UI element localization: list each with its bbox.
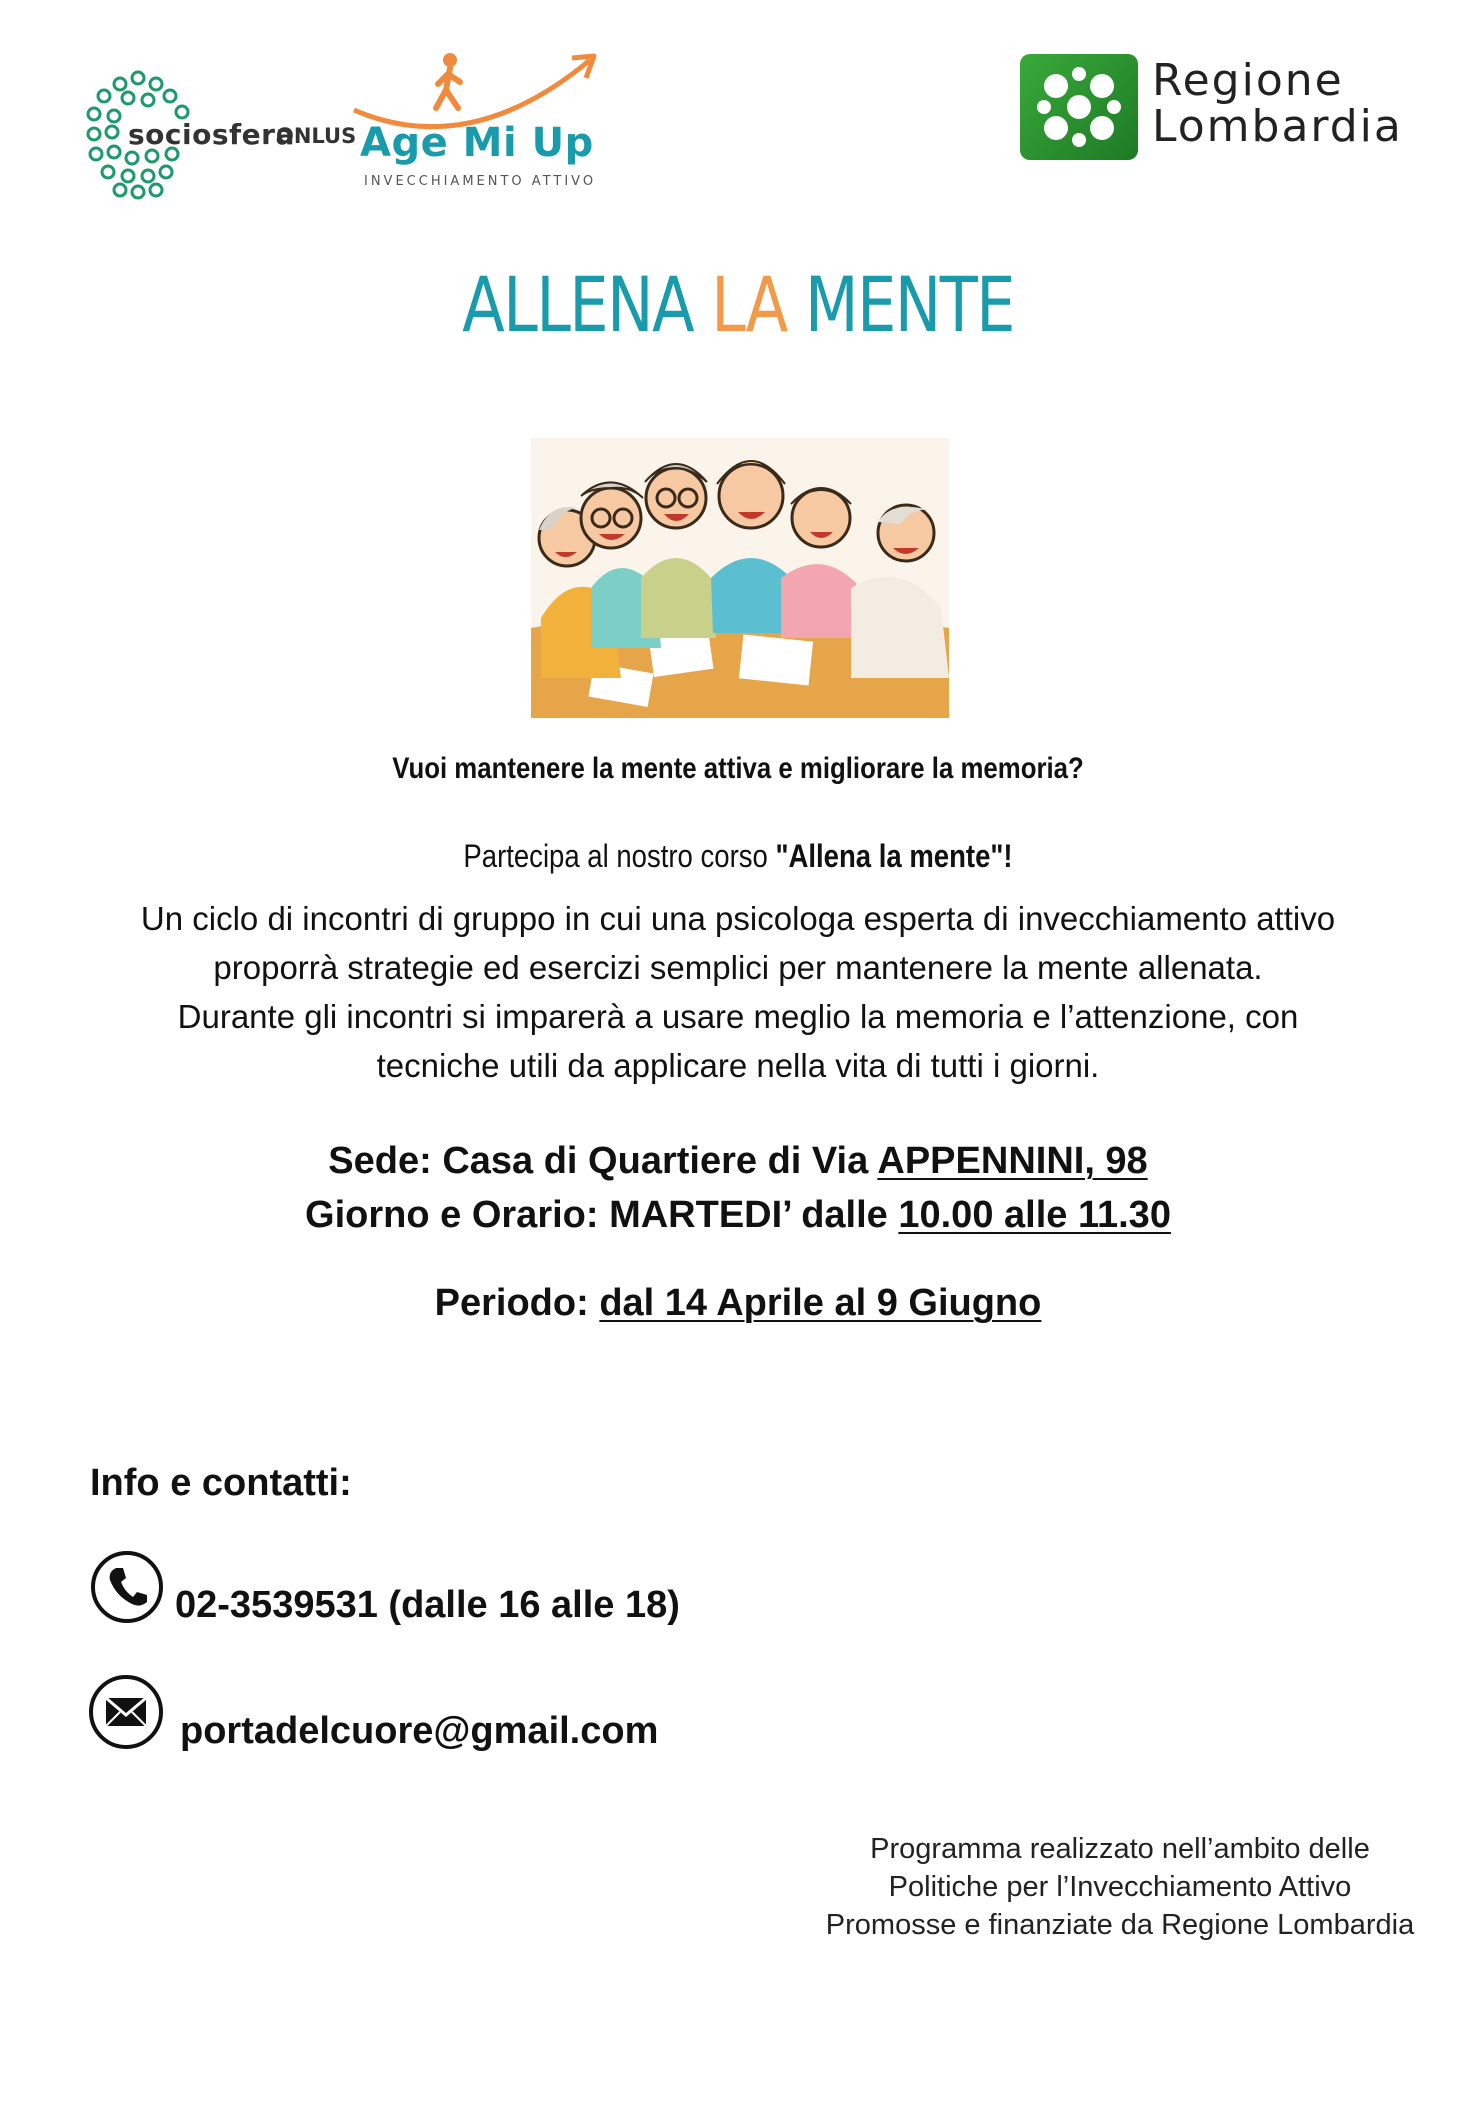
sociosfera-logo [86,70,356,200]
schedule-line [0,1194,1476,1237]
regione-wordmark [1152,55,1403,152]
page-title [133,260,1343,349]
phone-icon [90,1550,164,1624]
contacts-heading: Info e contatti: [90,1462,352,1504]
footer-line: Promosse e finanziate da Regione Lombardia [825,1909,1415,1941]
venue-value: APPENNINI, 98 [877,1140,1148,1182]
description-line: tecniche utili da applicare nella vita di tutti i giorni. [376,1047,1100,1084]
age-word: Age [360,120,463,166]
up-word: Up [517,120,594,166]
description-line: Durante gli incontri si imparerà a usare meglio la memoria e l’attenzione, con [177,998,1299,1035]
period-label: Periodo: [434,1282,600,1324]
period-value: dal 14 Aprile al 9 Giugno [599,1282,1042,1324]
envelope-icon [88,1674,164,1750]
phone-number[interactable]: 02-3539531 (dalle 16 alle 18) [175,1584,680,1626]
sociosfera-wordmark: sociosfera [128,118,295,151]
footer-note [780,1830,1460,1944]
course-name: "Allena la mente"! [775,838,1013,874]
intro-question: Vuoi mantenere la mente attiva e migliorare la memoria? [392,752,1084,785]
regione-word: Regione [1152,55,1344,106]
title-mente: MENTE [786,260,1014,349]
title-la: LA [711,260,787,349]
age-mi-up-wordmark [360,120,594,166]
walking-person-arrow-icon [350,50,610,130]
footer-line: Politiche per l’Invecchiamento Attivo [888,1871,1352,1903]
regione-rosa-camuna-icon [1020,54,1138,160]
invitation-text: Partecipa al nostro corso [463,838,776,874]
description-line: Un ciclo di incontri di gruppo in cui una psicologa esperta di invecchiamento attivo [140,900,1336,937]
onlus-label: ONLUS [276,124,357,148]
schedule-label: Giorno e Orario: MARTEDI’ dalle [305,1194,899,1236]
title-allena: ALLENA [462,260,712,349]
venue-label: Sede: Casa di Quartiere di Via [328,1140,878,1182]
regione-lombardia-logo [1020,52,1440,162]
course-invitation [103,838,1372,875]
footer-line: Programma realizzato nell’ambito delle [870,1833,1370,1865]
schedule-value: 10.00 alle 11.30 [898,1194,1171,1236]
course-description [0,894,1476,1090]
description-line: proporrà strategie ed esercizi semplici per mantenere la mente allenata. [213,949,1263,986]
seniors-group-illustration [531,438,949,718]
email-address[interactable]: portadelcuore@gmail.com [180,1710,659,1752]
lombardia-word: Lombardia [1152,101,1403,152]
age-mi-up-logo [350,50,610,190]
period-line [0,1282,1476,1325]
venue-line [0,1140,1476,1183]
age-mi-up-tagline: INVECCHIAMENTO ATTIVO [364,174,597,189]
mi-word: Mi [462,120,518,166]
